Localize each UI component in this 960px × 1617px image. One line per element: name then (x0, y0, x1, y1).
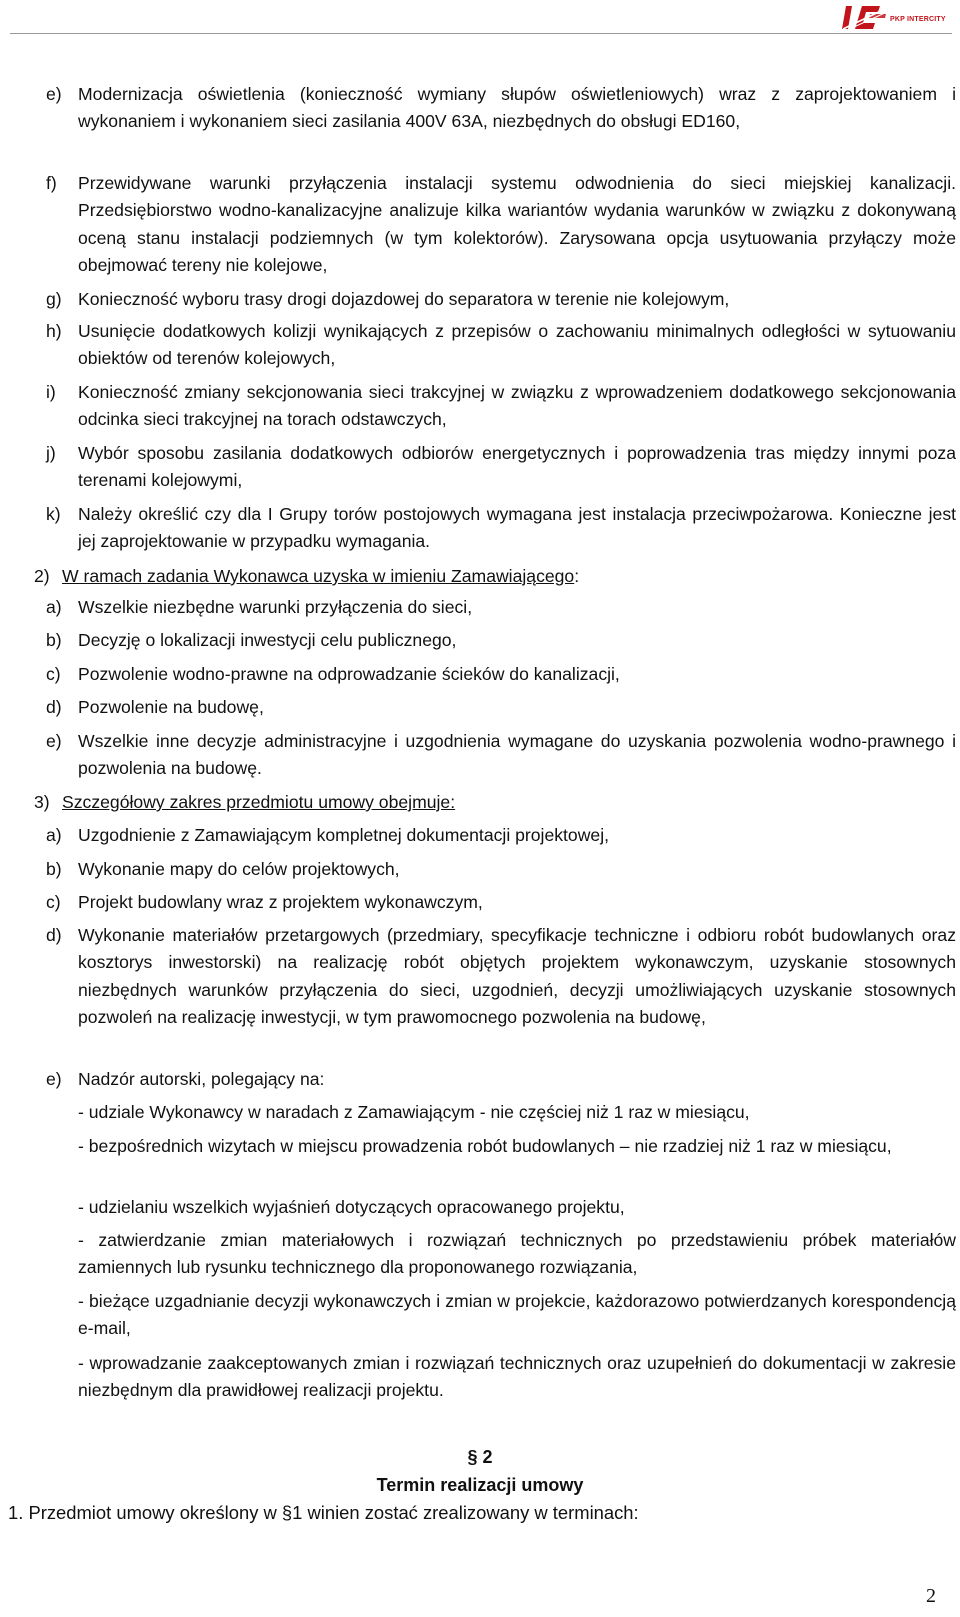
list-label: d) (46, 697, 62, 717)
section-number: 3) (34, 792, 50, 812)
list-label: k) (46, 504, 61, 524)
list-label: e) (46, 1069, 62, 1089)
header-divider (10, 33, 952, 34)
numbered-item: 1. Przedmiot umowy określony w §1 winien zostać zrealizowany w terminach: (8, 1502, 639, 1523)
section-heading (62, 563, 579, 590)
list-label: a) (46, 825, 62, 845)
list-label: g) (46, 289, 62, 309)
section-heading: Szczegółowy zakres przedmiotu umowy obejmuje: (62, 792, 456, 812)
paragraph-symbol: § 2 (467, 1447, 493, 1467)
list-label: b) (46, 859, 62, 879)
list-item-text: Wybór sposobu zasilania dodatkowych odbiorów energetycznych i poprowadzenia tras między innymi poza terenami kolejowymi, (78, 443, 956, 491)
ic-logo-icon (840, 2, 888, 32)
list-label: e) (46, 84, 62, 104)
list-item-text: Konieczność zmiany sekcjonowania sieci trakcyjnej w związku z wprowadzeniem dodatkowego sekcjonowania odcinka sieci trakcyjnej na torach odstawczych, (78, 382, 956, 430)
dash-item: - udziale Wykonawcy w naradach z Zamawiającym - nie częściej niż 1 raz w miesiącu, (78, 1102, 750, 1122)
list-item-text: Pozwolenie wodno-prawne na odprowadzanie ścieków do kanalizacji, (78, 664, 620, 684)
list-item-text: Projekt budowlany wraz z projektem wykonawczym, (78, 892, 483, 912)
list-item-text: Pozwolenie na budowę, (78, 697, 264, 717)
dash-item: - udzielaniu wszelkich wyjaśnień dotyczących opracowanego projektu, (78, 1197, 625, 1217)
list-label: b) (46, 630, 62, 650)
list-item-text: Wszelkie inne decyzje administracyjne i uzgodnienia wymagane do uzyskania pozwolenia wodno-prawnego i pozwolenia na budowę. (78, 731, 956, 779)
page-number: 2 (926, 1585, 936, 1607)
list-item-text: Nadzór autorski, polegający na: (78, 1069, 325, 1089)
dash-item: - bieżące uzgadnianie decyzji wykonawczych i zmian w projekcie, każdorazowo potwierdzanych korespondencją e-mail, (78, 1291, 956, 1339)
page-header (0, 0, 960, 36)
dash-item: - wprowadzanie zaakceptowanych zmian i rozwiązań technicznych oraz uzupełnień do dokumentacji w zakresie niezbędnym dla prawidłowej realizacji projektu. (78, 1353, 956, 1401)
section-number: 2) (34, 566, 50, 586)
list-label: e) (46, 731, 62, 751)
list-item-text: Wszelkie niezbędne warunki przyłączenia do sieci, (78, 597, 473, 617)
list-item-text: Wykonanie mapy do celów projektowych, (78, 859, 400, 879)
list-item-text: Usunięcie dodatkowych kolizji wynikających z przepisów o zachowaniu minimalnych odległości w sytuowaniu obiektów od terenów kolejowych, (78, 321, 956, 369)
dash-item: - bezpośrednich wizytach w miejscu prowadzenia robót budowlanych – nie rzadziej niż 1 raz w miesiącu, (78, 1136, 892, 1156)
pkp-intercity-logo (840, 2, 948, 32)
section-heading-text: W ramach zadania Wykonawca uzyska w imieniu Zamawiającego (62, 566, 575, 586)
paragraph-title: Termin realizacji umowy (376, 1475, 584, 1495)
section-heading-colon: : (574, 566, 580, 586)
list-label: c) (46, 892, 61, 912)
list-item-text: Należy określić czy dla I Grupy torów postojowych wymagana jest instalacja przeciwpożarowa. Konieczne jest jej zaprojektowanie w przypadku wymagania. (78, 504, 956, 552)
list-label: c) (46, 664, 61, 684)
dash-item: - zatwierdzanie zmian materiałowych i rozwiązań technicznych po przedstawieniu próbek materiałów zamiennych lub rysunku technicznego dla proponowanego rozwiązania, (78, 1230, 956, 1278)
list-item-text: Przewidywane warunki przyłączenia instalacji systemu odwodnienia do sieci miejskiej kanalizacji. Przedsiębiorstwo wodno-kanalizacyjne analizuje kilka wariantów wydania warunków w związku z dokonywaną oceną stanu instalacji podziemnych (w tym kolektorów). Zarysowana opcja usytuowania przyłączy może obejmować tereny nie kolejowe, (78, 173, 956, 276)
list-item-text: Wykonanie materiałów przetargowych (przedmiary, specyfikacje techniczne i odbioru robót budowlanych oraz kosztorys inwestorski) na realizację robót objętych projektem wykonawczym, uzyskanie stosownych niezbędnych warunków przyłączenia do sieci, uzgodnień, decyzji umożliwiających uzyskanie stosownych pozwoleń na realizację inwestycji, w tym prawomocnego pozwolenia na budowę, (78, 925, 956, 1028)
list-label: d) (46, 925, 62, 945)
list-label: i) (46, 382, 56, 402)
list-item-text: Decyzję o lokalizacji inwestycji celu publicznego, (78, 630, 457, 650)
list-label: j) (46, 443, 56, 463)
list-item-text: Uzgodnienie z Zamawiającym kompletnej dokumentacji projektowej, (78, 825, 609, 845)
logo-text: PKP INTERCITY (890, 16, 946, 23)
list-item-text: Konieczność wyboru trasy drogi dojazdowej do separatora w terenie nie kolejowym, (78, 289, 730, 309)
list-item-text: Modernizacja oświetlenia (konieczność wymiany słupów oświetleniowych) wraz z zaprojektowaniem i wykonaniem i wykonaniem sieci zasilania 400V 63A, niezbędnych do obsługi ED160, (78, 84, 956, 132)
list-label: f) (46, 173, 57, 193)
list-label: h) (46, 321, 62, 341)
list-label: a) (46, 597, 62, 617)
